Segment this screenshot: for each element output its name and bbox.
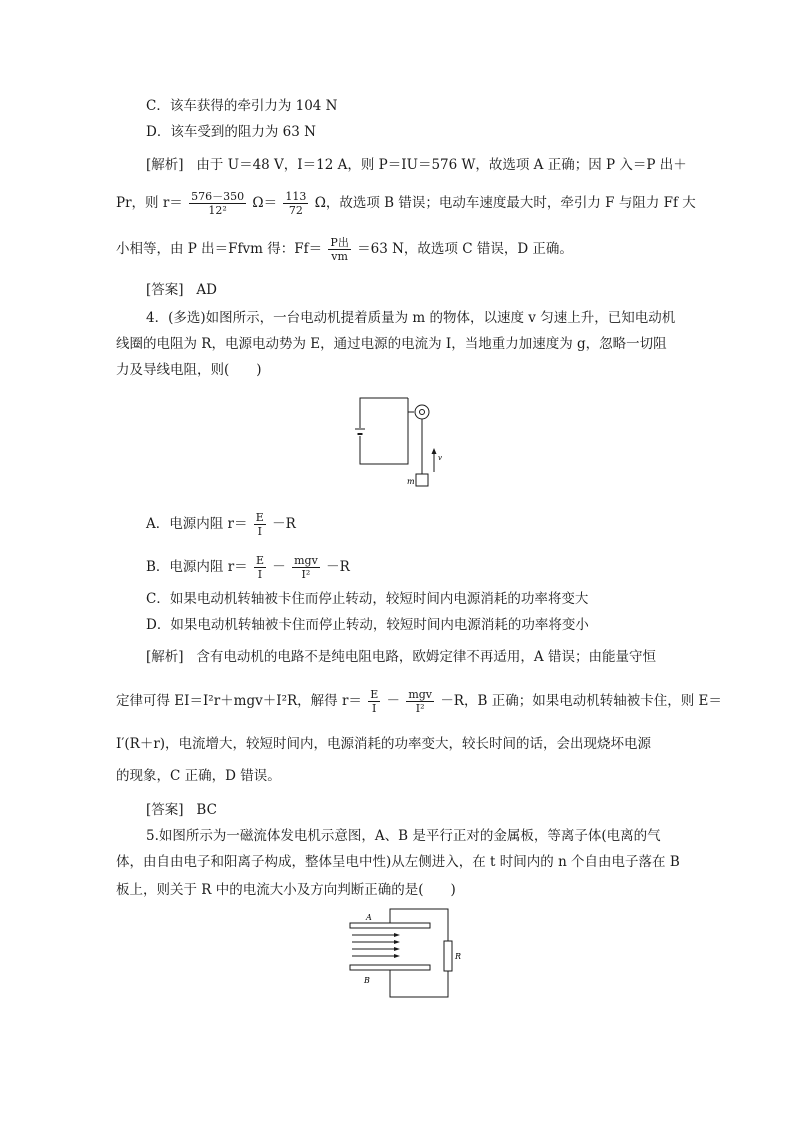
q4-option-a: A．电源内阻 r＝ $\frac{E}{I}$ －R [146,511,296,538]
q3-option-d: D．该车受到的阻力为 63 N [146,124,316,140]
figure-label-a: A [366,913,372,922]
q5-stem-line-2: 体，由自由电子和阳离子构成，整体呈电中性)从左侧进入，在 t 时间内的 n 个自由电子落在 B [116,854,680,870]
q3-analysis-text-2b: Ω＝ [252,195,278,211]
figure-label-m: m [407,477,415,486]
answer-tag: [答案] [146,802,184,818]
fraction: $\frac{576-350}{\text{12²}}$ [191,190,245,217]
q3-analysis-line-1 [146,155,687,175]
motor-circuit-figure [350,394,450,492]
q4-stem-line-3: 力及导线电阻，则( ) [116,362,262,378]
q4-analysis-line-4: 的现象，C 正确，D 错误。 [116,768,281,784]
fraction: $\frac{E}{I}$ [370,688,379,715]
analysis-tag: [解析] [146,157,184,173]
q4-analysis-line-2: 定律可得 EI＝I²r＋mgv＋I²R，解得 r＝ $\frac{E}{I}$ － $\frac{\text{mgv}}{\text{I²}}$ －R，B 正确；如果电动机转轴被卡住，则 E＝ [116,688,722,715]
fraction: $\frac{\text{mgv}}{\text{I²}}$ [294,554,318,581]
q3-analysis-text-3b: ＝63 N，故选项 C 错误，D 正确。 [357,241,573,257]
q4-analysis-text-1: 含有电动机的电路不是纯电阻电路，欧姆定律不再适用，A 错误；由能量守恒 [196,649,656,665]
analysis-tag: [解析] [146,649,184,665]
answer-value: AD [196,282,217,298]
fraction: $\frac{113}{72}$ [285,190,307,217]
figure-label-r: R [455,952,462,961]
q4-answer [146,800,217,820]
q3-analysis-line-3 [116,236,573,263]
q4-analysis-line-1 [146,647,656,667]
q4-analysis-line-3: I′(R＋r)，电流增大，较短时间内，电源消耗的功率变大，较长时间的话，会出现烧坏电源 [116,736,652,752]
q3-option-c: C．该车获得的牵引力为 104 N [146,98,338,114]
figure-label-b: B [364,976,370,985]
q3-analysis-line-2 [116,190,696,217]
fraction: $\frac{\text{mgv}}{\text{I²}}$ [408,688,433,715]
fraction: $\frac{E}{I}$ [255,511,264,538]
q5-stem-line-3: 板上，则关于 R 中的电流大小及方向判断正确的是( ) [116,882,456,898]
answer-value: BC [196,802,217,818]
q4-option-b: B．电源内阻 r＝ $\frac{E}{I}$ － $\frac{\text{mgv}}{\text{I²}}$ －R [146,554,350,581]
q4-stem-line-1: 4．(多选)如图所示，一台电动机提着质量为 m 的物体，以速度 v 匀速上升，已知电动机 [146,310,676,326]
fraction: $\frac{\text{P出}}{vm}$ [330,236,349,263]
q4-option-c: C．如果电动机转轴被卡住而停止转动，较短时间内电源消耗的功率将变大 [146,591,589,607]
q3-analysis-text-1: 由于 U＝48 V，I＝12 A，则 P＝IU＝576 W，故选项 A 正确；因 P 入＝P 出＋ [196,157,687,173]
q3-answer [146,280,217,300]
fraction: $\frac{E}{I}$ [255,554,264,581]
q4-option-d: D．如果电动机转轴被卡住而停止转动，较短时间内电源消耗的功率将变小 [146,617,589,633]
q3-analysis-text-2a: Pr，则 r＝ [116,195,183,211]
q4-stem-line-2: 线圈的电阻为 R，电源电动势为 E，通过电源的电流为 I，当地重力加速度为 g，忽略一切阻 [116,336,667,352]
answer-tag: [答案] [146,282,184,298]
q5-stem-line-1: 5.如图所示为一磁流体发电机示意图，A、B 是平行正对的金属板，等离子体(电离的气 [146,828,661,844]
mhd-generator-figure [340,903,470,1003]
q3-analysis-text-3a: 小相等，由 P 出＝Ffvm 得：Ff＝ [116,241,323,257]
q3-analysis-text-2c: Ω，故选项 B 错误；电动车速度最大时，牵引力 F 与阻力 Ff 大 [314,195,696,211]
figure-label-v: v [438,454,442,462]
